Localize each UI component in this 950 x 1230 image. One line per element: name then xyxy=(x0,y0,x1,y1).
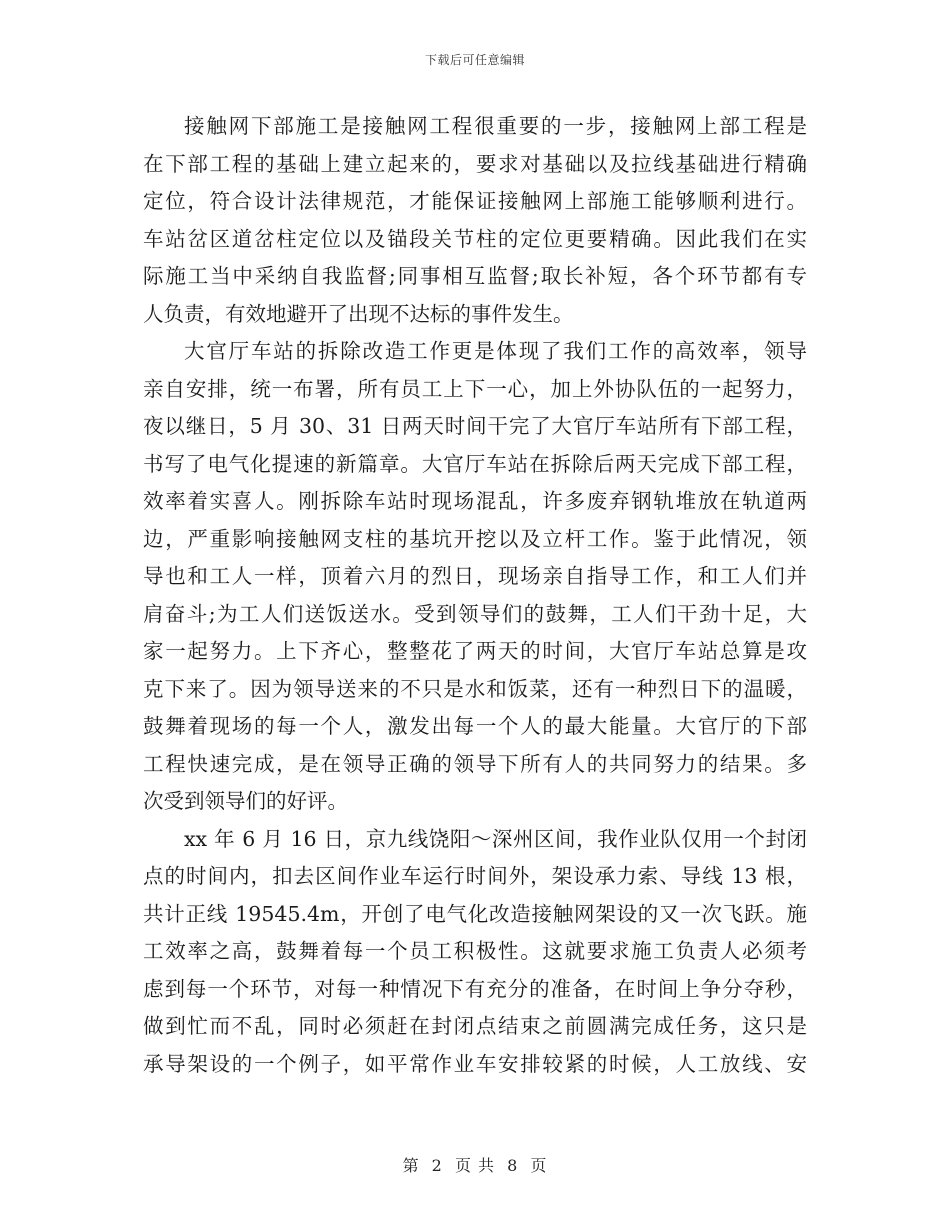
page-footer xyxy=(0,1156,950,1176)
text-line: 边，严重影响接触网支柱的基坑开挖以及立杆工作。鉴于此情况，领 xyxy=(143,526,807,551)
paragraph-1 xyxy=(143,108,807,333)
text-line: 承导架设的一个例子，如平常作业车安排较紧的时候，人工放线、安 xyxy=(143,1051,807,1076)
page-header: 下载后可任意编辑 xyxy=(424,53,525,67)
text-line: 夜以继日，5 月 30、31 日两天时间干完了大官厅车站所有下部工程， xyxy=(143,414,807,438)
paragraph-3 xyxy=(143,821,807,1084)
text-line: 书写了电气化提速的新篇章。大官厅车站在拆除后两天完成下部工程， xyxy=(143,451,807,476)
current-page-number: 2 xyxy=(431,1156,443,1175)
text-line: 克下来了。因为领导送来的不只是水和饭菜，还有一种烈日下的温暖， xyxy=(143,676,807,701)
text-line: 人负责，有效地避开了出现不达标的事件发生。 xyxy=(143,301,574,326)
text-line: 导也和工人一样，顶着六月的烈日，现场亲自指导工作，和工人们并 xyxy=(143,564,807,588)
text-line: 大官厅车站的拆除改造工作更是体现了我们工作的高效率，领导 xyxy=(184,339,807,363)
total-page-count: 8 xyxy=(507,1156,519,1175)
footer-middle: 页 共 xyxy=(454,1156,496,1175)
text-line: 虑到每一个环节，对每一种情况下有充分的准备，在时间上争分夺秒， xyxy=(143,976,807,1001)
text-line: 工效率之高，鼓舞着每一个员工积极性。这就要求施工负责人必须考 xyxy=(143,939,807,963)
text-line: 肩奋斗;为工人们送饭送水。受到领导们的鼓舞，工人们干劲十足，大 xyxy=(143,601,807,626)
text-line: 鼓舞着现场的每一个人，激发出每一个人的最大能量。大官厅的下部 xyxy=(143,714,807,738)
text-line: 次受到领导们的好评。 xyxy=(143,789,348,813)
footer-prefix: 第 xyxy=(402,1156,420,1175)
text-line: xx 年 6 月 16 日，京九线饶阳～深州区间，我作业队仅用一个封闭 xyxy=(184,826,807,851)
text-line: 效率着实喜人。刚拆除车站时现场混乱，许多废弃钢轨堆放在轨道两 xyxy=(143,489,807,513)
text-line: 亲自安排，统一布署，所有员工上下一心，加上外协队伍的一起努力， xyxy=(143,376,807,401)
text-line: 工程快速完成，是在领导正确的领导下所有人的共同努力的结果。多 xyxy=(143,751,807,776)
text-line: 际施工当中采纳自我监督;同事相互监督;取长补短，各个环节都有专 xyxy=(143,264,807,288)
text-line: 家一起努力。上下齐心，整整花了两天的时间，大官厅车站总算是攻 xyxy=(143,639,807,663)
text-line: 定位，符合设计法律规范，才能保证接触网上部施工能够顺利进行。 xyxy=(143,189,807,213)
text-line: 点的时间内，扣去区间作业车运行时间外，架设承力索、导线 13 根， xyxy=(143,864,807,888)
document-body xyxy=(143,108,807,1083)
text-line: 共计正线 19545.4m，开创了电气化改造接触网架设的又一次飞跃。施 xyxy=(143,901,807,926)
footer-suffix: 页 xyxy=(530,1156,548,1175)
paragraph-2 xyxy=(143,333,807,821)
text-line: 做到忙而不乱，同时必须赶在封闭点结束之前圆满完成任务，这只是 xyxy=(143,1014,807,1038)
text-line: 在下部工程的基础上建立起来的，要求对基础以及拉线基础进行精确 xyxy=(143,151,807,176)
text-line: 车站岔区道岔柱定位以及锚段关节柱的定位更要精确。因此我们在实 xyxy=(143,226,807,251)
text-line: 接触网下部施工是接触网工程很重要的一步，接触网上部工程是 xyxy=(184,114,807,138)
